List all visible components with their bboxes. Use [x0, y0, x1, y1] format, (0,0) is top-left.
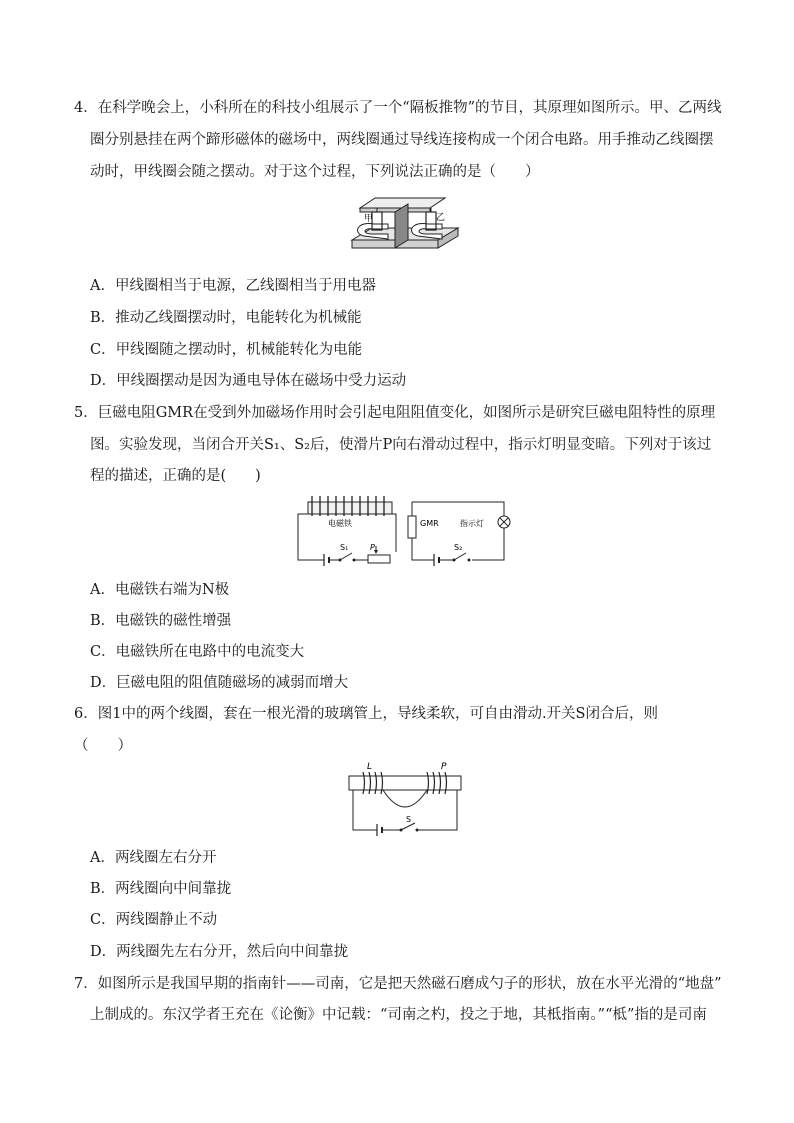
q5-label-p: P	[370, 543, 375, 552]
q5-option-d: D．巨磁电阻的阻值随磁场的减弱而增大	[90, 675, 349, 691]
q6-stem-line-1: 6．图1中的两个线圈，套在一根光滑的玻璃管上，导线柔软，可自由滑动.开关S闭合后，则	[74, 706, 658, 722]
q7-stem-line-1: 7．如图所示是我国早期的指南针——司南，它是把天然磁石磨成勺子的形状，放在水平光滑的“地盘”	[74, 976, 722, 992]
q5-label-s1: S₁	[340, 543, 349, 552]
q5-label-electromagnet: 电磁铁	[328, 519, 352, 528]
q6-figure-coils-on-tube	[345, 758, 465, 836]
q6-option-d: D．两线圈先左右分开，然后向中间靠拢	[90, 944, 349, 960]
q5-figure-gmr-circuit	[294, 490, 524, 572]
q4-stem-line-1: 4．在科学晚会上，小科所在的科技小组展示了一个“隔板推物”的节目，其原理如图所示。甲、乙两线	[74, 100, 722, 116]
q4-label-jia: 甲	[364, 214, 374, 224]
q6-option-b: B．两线圈向中间靠拢	[90, 881, 232, 897]
q5-stem-line-3: 程的描述，正确的是( )	[90, 468, 261, 484]
q4-stem-line-2: 圈分别悬挂在两个蹄形磁体的磁场中，两线圈通过导线连接构成一个闭合电路。用手推动乙线圈摆	[90, 132, 714, 148]
q4-option-a: A．甲线圈相当于电源，乙线圈相当于用电器	[90, 278, 376, 294]
q5-stem-line-1: 5．巨磁电阻GMR在受到外加磁场作用时会引起电阻阻值变化，如图所示是研究巨磁电阻特性的原理	[74, 405, 716, 421]
q5-label-s2: S₂	[454, 543, 463, 552]
q4-option-b: B．推动乙线圈摆动时，电能转化为机械能	[90, 310, 362, 326]
q5-option-b: B．电磁铁的磁性增强	[90, 613, 232, 629]
q6-label-l: L	[367, 762, 373, 772]
q5-option-c: C．电磁铁所在电路中的电流变大	[90, 644, 305, 660]
q4-figure-magnets-coils	[350, 190, 460, 265]
q4-option-d: D．甲线圈摆动是因为通电导体在磁场中受力运动	[90, 373, 407, 389]
q6-label-s: S	[406, 815, 412, 824]
q5-label-indicator-lamp: 指示灯	[460, 519, 484, 528]
q5-stem-line-2: 图。实验发现，当闭合开关S₁、S₂后，使滑片P向右滑动过程中，指示灯明显变暗。下列对于该过	[90, 437, 712, 453]
q7-stem-line-2: 上制成的。东汉学者王充在《论衡》中记载：“司南之杓，投之于地，其柢指南。”“柢”指的是司南	[90, 1007, 707, 1023]
q6-option-c: C．两线圈静止不动	[90, 912, 218, 928]
q6-stem-line-2: （ ）	[74, 738, 132, 754]
q6-label-p: P	[441, 762, 447, 772]
q4-stem-line-3: 动时，甲线圈会随之摆动。对于这个过程，下列说法正确的是（ ）	[90, 164, 540, 180]
q5-option-a: A．电磁铁右端为N极	[90, 582, 230, 598]
q5-label-gmr: GMR	[420, 519, 439, 528]
q6-option-a: A．两线圈左右分开	[90, 850, 217, 866]
q4-option-c: C．甲线圈随之摆动时，机械能转化为电能	[90, 342, 363, 358]
q4-label-yi: 乙	[436, 213, 446, 223]
